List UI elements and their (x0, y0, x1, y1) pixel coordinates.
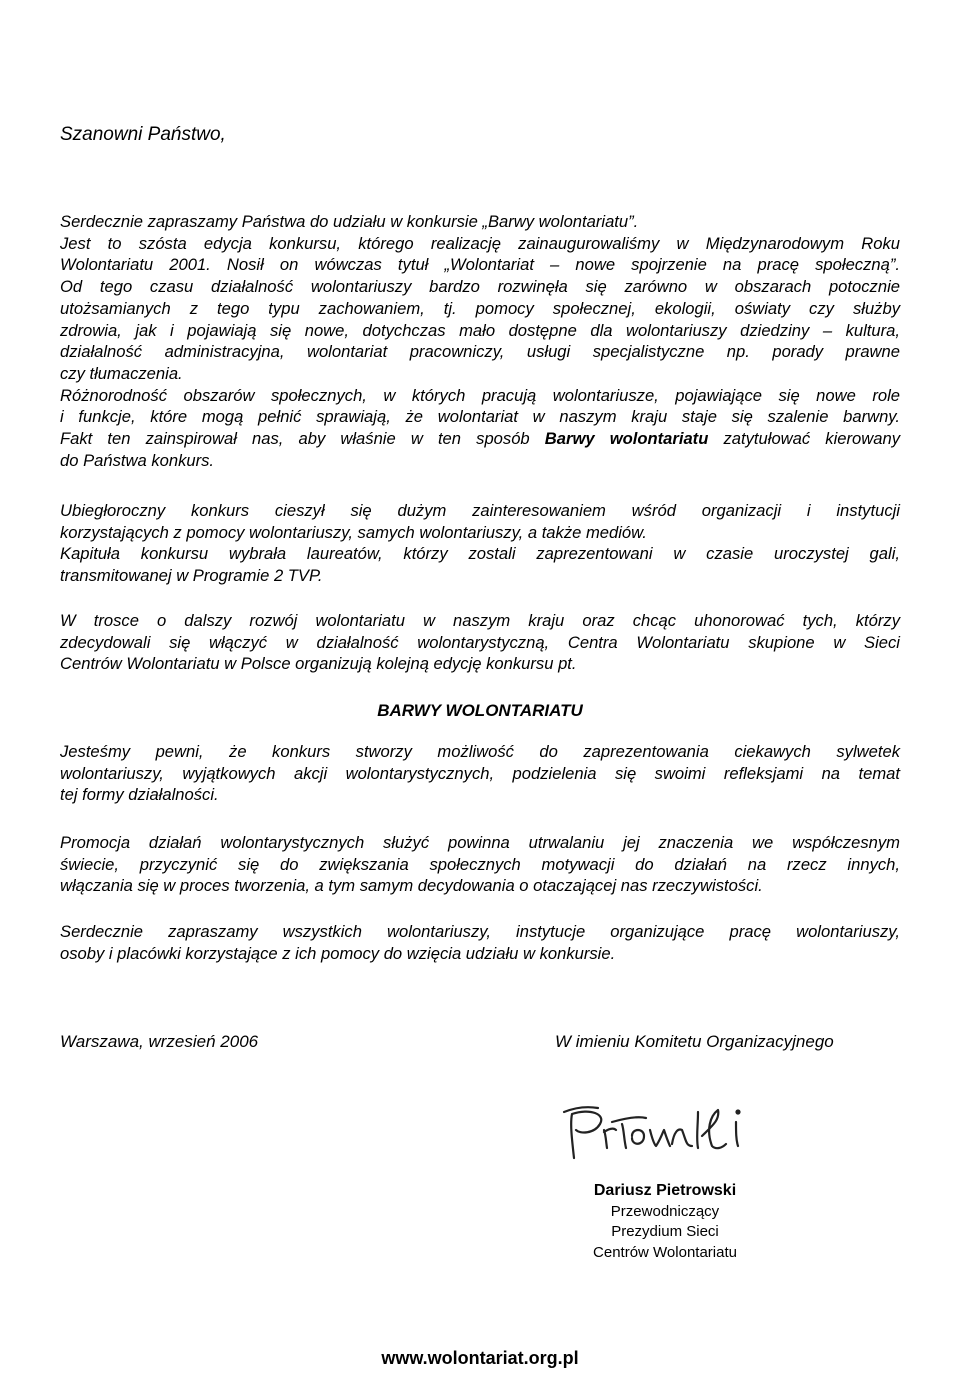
text-line: utożsamianych z tego typu zachowaniem, tj. pomocy społecznej, ekologii, oświaty czy służby (60, 298, 900, 318)
paragraph-invitation (60, 211, 900, 471)
text-line: do Państwa konkurs. (60, 450, 215, 470)
text-line: Promocja działań wolontarystycznych służyć powinna utrwalaniu jej znaczenia we współczesnym (60, 833, 900, 852)
greeting: Szanowni Państwo, (60, 124, 226, 145)
text-line: świecie, przyczynić się do zwiększania społecznych motywacji do działań na rzecz innych, (60, 854, 900, 874)
text-line: Serdecznie zapraszamy Państwa do udziału w konkursie „Barwy wolontariatu”. (60, 212, 639, 231)
paragraph-last-year (60, 500, 900, 586)
text-line: i funkcje, które mogą pełnić sprawiają, że wolontariat w naszym kraju staje się szalenie barwny. (60, 407, 900, 427)
text-line: Jesteśmy pewni, że konkurs stworzy możliwość do zaprezentowania ciekawych sylwetek (60, 742, 900, 761)
place-and-date: Warszawa, wrzesień 2006 (60, 1032, 259, 1051)
text-fragment: Fakt ten zainspirował nas, aby właśnie w ten sposób (60, 429, 545, 449)
signer-title-line: Przewodniczący (610, 1202, 720, 1220)
text-line: czy tłumaczenia. (60, 363, 183, 383)
text-line: zdrowia, jak i pojawiają się nowe, dotychczas mało dostępne dla wolontariuszy dziedziny – kultura, (60, 320, 900, 340)
text-line-with-bold (60, 428, 900, 450)
text-line: Różnorodność obszarów społecznych, w których pracują wolontariusze, pojawiające się nowe role (60, 385, 900, 405)
text-line: wolontariuszy, wyjątkowych akcji wolontarystycznych, podzielenia się swoimi refleksjami na temat (60, 763, 900, 783)
text-line: Jest to szósta edycja konkursu, którego realizację zainaugurowaliśmy w Międzynarodowym Roku (60, 233, 900, 253)
paragraph-closing-invitation (60, 921, 900, 964)
text-line: W trosce o dalszy rozwój wolontariatu w naszym kraju oraz chcąc uhonorować tych, którzy (60, 611, 900, 630)
text-line: Ubiegłoroczny konkurs cieszył się dużym zainteresowaniem wśród organizacji i instytucji (60, 501, 900, 520)
text-line: transmitowanej w Programie 2 TVP. (60, 565, 323, 585)
website-address: www.wolontariat.org.pl (381, 1348, 579, 1368)
text-line: tej formy działalności. (60, 785, 219, 805)
signer-block (545, 1181, 785, 1263)
text-line: działalność administracyjna, wolontariat pracowniczy, usługi specjalistyczne np. porady prawne (60, 342, 900, 362)
handwritten-signature (560, 1100, 750, 1170)
paragraph-promotion (60, 832, 900, 897)
text-line: Kapituła konkursu wybrała laureatów, którzy zostali zaprezentowani w czasie uroczystej gali, (60, 544, 900, 564)
text-fragment: zatytułować kierowany (708, 429, 901, 449)
text-line: zdecydowali się włączyć w działalność wolontarystyczną, Centra Wolontariatu skupione w Sieci (60, 632, 900, 652)
text-line: Serdecznie zapraszamy wszystkich wolontariuszy, instytucje organizujące pracę wolontariuszy, (60, 922, 900, 941)
text-line: korzystających z pomocy wolontariuszy, samych wolontariuszy, a także mediów. (60, 522, 647, 542)
paragraph-expectations (60, 741, 900, 806)
signer-name: Dariusz Pietrowski (593, 1182, 737, 1199)
text-line: włączania się w proces tworzenia, a tym samym decydowania o otaczającej nas rzeczywistości. (60, 876, 763, 896)
text-line: Centrów Wolontariatu w Polsce organizują kolejną edycję konkursu pt. (60, 654, 577, 674)
text-line: Wolontariatu 2001. Nosił on wówczas tytuł „Wolontariat – nowe spojrzenie na pracę społeczną”. (60, 255, 900, 275)
signer-title-line: Prezydium Sieci (611, 1223, 719, 1240)
text-line: Od tego czasu działalność wolontariuszy bardzo rozwinęła się zarówno w obszarach potocznie (60, 277, 900, 297)
text-line: osoby i placówki korzystające z ich pomocy do wzięcia udziału w konkursie. (60, 943, 616, 963)
bold-contest-name: Barwy wolontariatu (544, 429, 709, 449)
committee-line: W imieniu Komitetu Organizacyjnego (555, 1032, 834, 1051)
contest-heading: BARWY WOLONTARIATU (377, 701, 583, 720)
signer-title-line: Centrów Wolontariatu (593, 1243, 737, 1261)
paragraph-organizers (60, 610, 900, 675)
